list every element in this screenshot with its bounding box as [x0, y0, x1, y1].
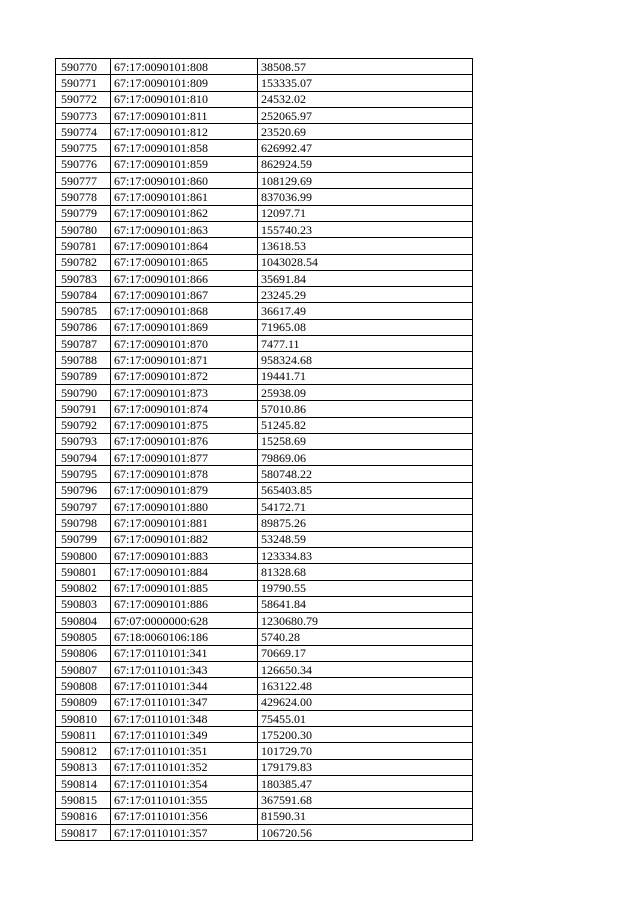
value-cell: 70669.17 [258, 645, 473, 661]
cadastral-number-cell: 67:17:0110101:343 [111, 661, 258, 677]
table-row [56, 466, 473, 482]
table-row [56, 205, 473, 221]
cadastral-number-cell: 67:17:0090101:866 [111, 270, 258, 286]
cadastral-number-cell: 67:17:0090101:872 [111, 368, 258, 384]
row-id-cell: 590800 [56, 547, 111, 563]
cadastral-number-cell: 67:17:0110101:344 [111, 678, 258, 694]
table-row [56, 287, 473, 303]
value-cell: 23520.69 [258, 124, 473, 140]
row-id-cell: 590796 [56, 482, 111, 498]
table-row [56, 352, 473, 368]
value-cell: 53248.59 [258, 531, 473, 547]
row-id-cell: 590770 [56, 59, 111, 75]
row-id-cell: 590784 [56, 287, 111, 303]
row-id-cell: 590779 [56, 205, 111, 221]
row-id-cell: 590814 [56, 776, 111, 792]
row-id-cell: 590806 [56, 645, 111, 661]
cadastral-number-cell: 67:17:0090101:875 [111, 417, 258, 433]
cadastral-number-cell: 67:17:0090101:860 [111, 173, 258, 189]
row-id-cell: 590802 [56, 580, 111, 596]
value-cell: 23245.29 [258, 287, 473, 303]
cadastral-number-cell: 67:17:0090101:870 [111, 336, 258, 352]
table-row [56, 482, 473, 498]
cadastral-number-cell: 67:17:0110101:352 [111, 759, 258, 775]
value-cell: 25938.09 [258, 384, 473, 400]
cadastral-number-cell: 67:17:0090101:809 [111, 75, 258, 91]
cadastral-number-cell: 67:17:0110101:357 [111, 824, 258, 840]
cadastral-number-cell: 67:17:0090101:859 [111, 156, 258, 172]
value-cell: 175200.30 [258, 727, 473, 743]
row-id-cell: 590778 [56, 189, 111, 205]
table-row [56, 59, 473, 75]
cadastral-number-cell: 67:17:0090101:884 [111, 564, 258, 580]
value-cell: 75455.01 [258, 710, 473, 726]
cadastral-number-cell: 67:18:0060106:186 [111, 629, 258, 645]
row-id-cell: 590786 [56, 319, 111, 335]
row-id-cell: 590780 [56, 221, 111, 237]
table-row [56, 303, 473, 319]
table-row [56, 661, 473, 677]
table-row [56, 156, 473, 172]
cadastral-number-cell: 67:17:0090101:873 [111, 384, 258, 400]
cadastral-number-cell: 67:17:0090101:861 [111, 189, 258, 205]
table-row [56, 384, 473, 400]
row-id-cell: 590782 [56, 254, 111, 270]
cadastral-number-cell: 67:17:0090101:867 [111, 287, 258, 303]
table-row [56, 368, 473, 384]
row-id-cell: 590775 [56, 140, 111, 156]
cadastral-number-cell: 67:17:0090101:876 [111, 433, 258, 449]
table-row [56, 107, 473, 123]
table-row [56, 173, 473, 189]
cadastral-number-cell: 67:07:0000000:628 [111, 613, 258, 629]
cadastral-number-cell: 67:17:0090101:864 [111, 238, 258, 254]
value-cell: 79869.06 [258, 450, 473, 466]
cadastral-number-cell: 67:17:0090101:862 [111, 205, 258, 221]
table-row [56, 743, 473, 759]
value-cell: 58641.84 [258, 596, 473, 612]
table-row [56, 759, 473, 775]
value-cell: 565403.85 [258, 482, 473, 498]
row-id-cell: 590789 [56, 368, 111, 384]
table-body [56, 59, 473, 841]
value-cell: 106720.56 [258, 824, 473, 840]
value-cell: 24532.02 [258, 91, 473, 107]
cadastral-number-cell: 67:17:0090101:879 [111, 482, 258, 498]
cadastral-number-cell: 67:17:0090101:874 [111, 401, 258, 417]
table-row [56, 710, 473, 726]
cadastral-number-cell: 67:17:0090101:883 [111, 547, 258, 563]
row-id-cell: 590781 [56, 238, 111, 254]
value-cell: 180385.47 [258, 776, 473, 792]
table-row [56, 254, 473, 270]
value-cell: 81590.31 [258, 808, 473, 824]
cadastral-number-cell: 67:17:0090101:878 [111, 466, 258, 482]
table-row [56, 531, 473, 547]
value-cell: 123334.83 [258, 547, 473, 563]
value-cell: 35691.84 [258, 270, 473, 286]
table-row [56, 221, 473, 237]
value-cell: 837036.99 [258, 189, 473, 205]
row-id-cell: 590783 [56, 270, 111, 286]
cadastral-number-cell: 67:17:0090101:880 [111, 499, 258, 515]
row-id-cell: 590772 [56, 91, 111, 107]
cadastral-number-cell: 67:17:0110101:356 [111, 808, 258, 824]
row-id-cell: 590774 [56, 124, 111, 140]
value-cell: 252065.97 [258, 107, 473, 123]
value-cell: 54172.71 [258, 499, 473, 515]
table-row [56, 401, 473, 417]
value-cell: 429624.00 [258, 694, 473, 710]
value-cell: 958324.68 [258, 352, 473, 368]
table-row [56, 678, 473, 694]
data-table [55, 58, 473, 841]
value-cell: 36617.49 [258, 303, 473, 319]
value-cell: 5740.28 [258, 629, 473, 645]
table-row [56, 433, 473, 449]
value-cell: 163122.48 [258, 678, 473, 694]
value-cell: 126650.34 [258, 661, 473, 677]
row-id-cell: 590795 [56, 466, 111, 482]
value-cell: 862924.59 [258, 156, 473, 172]
value-cell: 19441.71 [258, 368, 473, 384]
cadastral-number-cell: 67:17:0090101:863 [111, 221, 258, 237]
value-cell: 155740.23 [258, 221, 473, 237]
table-row [56, 270, 473, 286]
cadastral-number-cell: 67:17:0090101:869 [111, 319, 258, 335]
table-row [56, 596, 473, 612]
value-cell: 7477.11 [258, 336, 473, 352]
row-id-cell: 590815 [56, 792, 111, 808]
row-id-cell: 590805 [56, 629, 111, 645]
cadastral-number-cell: 67:17:0090101:885 [111, 580, 258, 596]
value-cell: 153335.07 [258, 75, 473, 91]
cadastral-number-cell: 67:17:0090101:871 [111, 352, 258, 368]
row-id-cell: 590807 [56, 661, 111, 677]
table-row [56, 808, 473, 824]
row-id-cell: 590792 [56, 417, 111, 433]
value-cell: 1043028.54 [258, 254, 473, 270]
table-row [56, 336, 473, 352]
table-row [56, 91, 473, 107]
table-row [56, 613, 473, 629]
row-id-cell: 590785 [56, 303, 111, 319]
cadastral-number-cell: 67:17:0090101:865 [111, 254, 258, 270]
table-row [56, 319, 473, 335]
table-row [56, 776, 473, 792]
table-row [56, 580, 473, 596]
row-id-cell: 590787 [56, 336, 111, 352]
value-cell: 626992.47 [258, 140, 473, 156]
table-row [56, 547, 473, 563]
value-cell: 89875.26 [258, 515, 473, 531]
table-row [56, 564, 473, 580]
cadastral-number-cell: 67:17:0110101:341 [111, 645, 258, 661]
table-row [56, 792, 473, 808]
row-id-cell: 590799 [56, 531, 111, 547]
value-cell: 108129.69 [258, 173, 473, 189]
table-row [56, 645, 473, 661]
table-row [56, 629, 473, 645]
row-id-cell: 590804 [56, 613, 111, 629]
row-id-cell: 590812 [56, 743, 111, 759]
value-cell: 1230680.79 [258, 613, 473, 629]
row-id-cell: 590801 [56, 564, 111, 580]
value-cell: 13618.53 [258, 238, 473, 254]
value-cell: 57010.86 [258, 401, 473, 417]
table-row [56, 417, 473, 433]
row-id-cell: 590771 [56, 75, 111, 91]
table-row [56, 140, 473, 156]
row-id-cell: 590797 [56, 499, 111, 515]
value-cell: 19790.55 [258, 580, 473, 596]
cadastral-number-cell: 67:17:0090101:808 [111, 59, 258, 75]
cadastral-number-cell: 67:17:0090101:877 [111, 450, 258, 466]
value-cell: 81328.68 [258, 564, 473, 580]
cadastral-number-cell: 67:17:0110101:349 [111, 727, 258, 743]
row-id-cell: 590794 [56, 450, 111, 466]
cadastral-number-cell: 67:17:0110101:354 [111, 776, 258, 792]
row-id-cell: 590788 [56, 352, 111, 368]
row-id-cell: 590790 [56, 384, 111, 400]
cadastral-number-cell: 67:17:0090101:858 [111, 140, 258, 156]
row-id-cell: 590791 [56, 401, 111, 417]
table-row [56, 75, 473, 91]
row-id-cell: 590808 [56, 678, 111, 694]
value-cell: 101729.70 [258, 743, 473, 759]
value-cell: 15258.69 [258, 433, 473, 449]
table-row [56, 694, 473, 710]
row-id-cell: 590813 [56, 759, 111, 775]
table-row [56, 727, 473, 743]
row-id-cell: 590777 [56, 173, 111, 189]
row-id-cell: 590803 [56, 596, 111, 612]
value-cell: 580748.22 [258, 466, 473, 482]
cadastral-number-cell: 67:17:0110101:348 [111, 710, 258, 726]
table-row [56, 124, 473, 140]
cadastral-number-cell: 67:17:0090101:811 [111, 107, 258, 123]
cadastral-number-cell: 67:17:0090101:868 [111, 303, 258, 319]
cadastral-number-cell: 67:17:0110101:351 [111, 743, 258, 759]
row-id-cell: 590776 [56, 156, 111, 172]
cadastral-number-cell: 67:17:0090101:810 [111, 91, 258, 107]
value-cell: 12097.71 [258, 205, 473, 221]
row-id-cell: 590817 [56, 824, 111, 840]
row-id-cell: 590793 [56, 433, 111, 449]
table-row [56, 499, 473, 515]
table-row [56, 238, 473, 254]
cadastral-number-cell: 67:17:0090101:812 [111, 124, 258, 140]
value-cell: 367591.68 [258, 792, 473, 808]
cadastral-number-cell: 67:17:0110101:347 [111, 694, 258, 710]
row-id-cell: 590773 [56, 107, 111, 123]
cadastral-number-cell: 67:17:0110101:355 [111, 792, 258, 808]
value-cell: 51245.82 [258, 417, 473, 433]
cadastral-number-cell: 67:17:0090101:882 [111, 531, 258, 547]
value-cell: 38508.57 [258, 59, 473, 75]
cadastral-number-cell: 67:17:0090101:881 [111, 515, 258, 531]
cadastral-number-cell: 67:17:0090101:886 [111, 596, 258, 612]
value-cell: 71965.08 [258, 319, 473, 335]
row-id-cell: 590811 [56, 727, 111, 743]
table-row [56, 189, 473, 205]
row-id-cell: 590810 [56, 710, 111, 726]
row-id-cell: 590798 [56, 515, 111, 531]
row-id-cell: 590816 [56, 808, 111, 824]
value-cell: 179179.83 [258, 759, 473, 775]
table-row [56, 824, 473, 840]
table-row [56, 515, 473, 531]
table-row [56, 450, 473, 466]
row-id-cell: 590809 [56, 694, 111, 710]
